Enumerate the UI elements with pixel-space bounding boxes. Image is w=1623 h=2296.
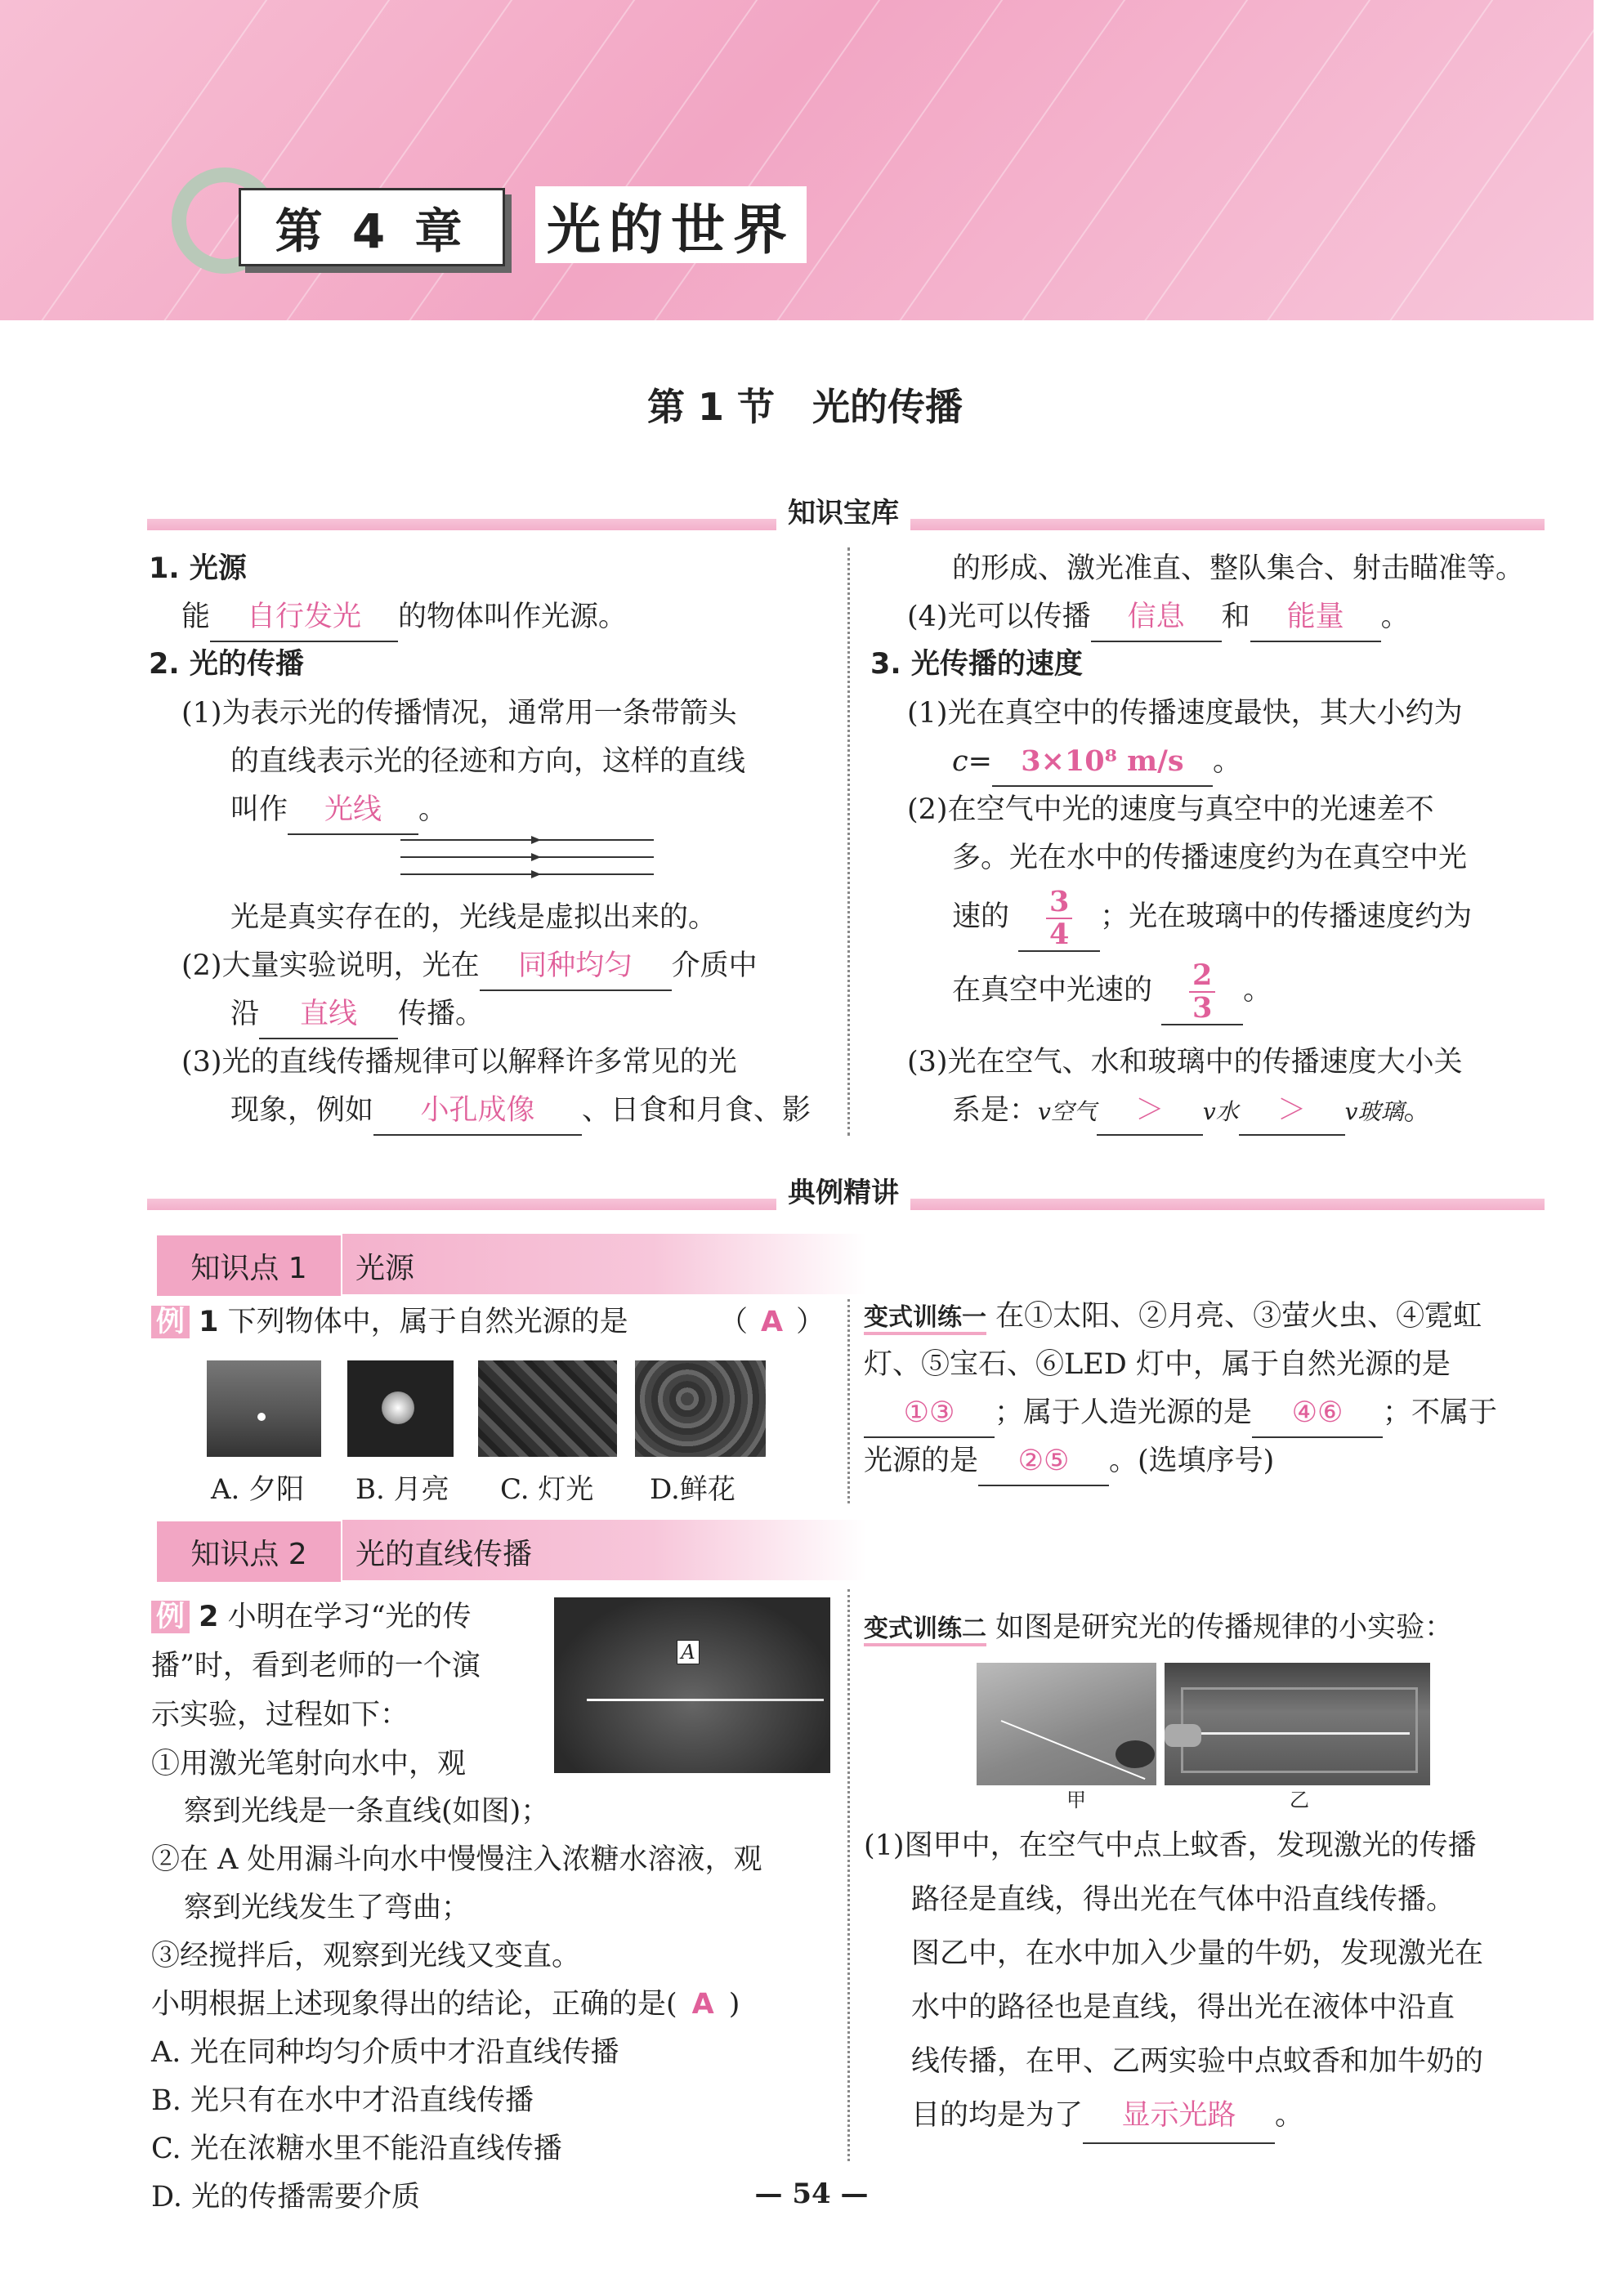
column-divider [847, 1589, 850, 2161]
p3-1b: c= 3×10⁸ m/s 。 [952, 738, 1241, 787]
ex2-option-d: D. 光的传播需要介质 [151, 2181, 421, 2213]
examples-header: 典例精讲 [776, 1170, 910, 1210]
sunset-photo [207, 1360, 321, 1457]
ex2-option-a: A. 光在同种均匀介质中才沿直线传播 [151, 2036, 619, 2069]
ex2-step1a: ①用激光笔射向水中，观 [151, 1748, 467, 1780]
p2-heading: 2. 光的传播 [149, 648, 304, 681]
answer-blank: ＞ [1097, 1087, 1203, 1136]
answer-blank: 信息 [1091, 593, 1222, 642]
chapter-title: 光的世界 [535, 186, 807, 263]
p1-heading: 1. 光源 [149, 552, 247, 585]
point-a-label: A [677, 1640, 700, 1664]
p3-2d: 在真空中光速的 $\frac{2}{3}$ 。 [952, 958, 1272, 1025]
ex2-step1b: 察到光线是一条直线(如图)； [184, 1795, 550, 1828]
train2-line-4: 水中的路径也是直线，得出光在液体中沿直 [911, 1991, 1455, 2024]
incense-photo [977, 1663, 1156, 1785]
p2-1c: 叫作 光线 。 [230, 786, 447, 835]
answer-blank: 光线 [288, 786, 418, 835]
ex1-answer: （ A ） [719, 1306, 825, 1338]
ex2-line-c: 示实验，过程如下： [151, 1699, 409, 1731]
kp1-title: 光源 [355, 1252, 415, 1285]
page-number: — 54 — [754, 2178, 869, 2210]
p2-2b: 沿 直线 传播。 [230, 990, 484, 1039]
ex1-option-b: B. 月亮 [355, 1473, 449, 1506]
lights-photo [478, 1360, 617, 1457]
kp2-title: 光的直线传播 [355, 1538, 533, 1571]
train1-line-b: 灯、⑤宝石、⑥LED 灯中，属于自然光源的是 [864, 1348, 1451, 1381]
ex2-option-c: C. 光在浓糖水里不能沿直线传播 [151, 2133, 562, 2165]
ex1-option-d: D.鲜花 [650, 1473, 735, 1506]
example-tag: 例 [151, 1601, 190, 1633]
p3-2c: 速的 $\frac{3}{4}$ ；光在玻璃中的传播速度约为 [952, 884, 1473, 951]
train1-line-a: 变式训练一 在①太阳、②月亮、③萤火虫、④霓虹 [864, 1293, 1482, 1342]
kp2-tag: 知识点 2 [155, 1520, 342, 1584]
p2-3c: 的形成、激光准直、整队集合、射击瞄准等。 [952, 552, 1525, 585]
p2-1b: 的直线表示光的径迹和方向，这样的直线 [230, 745, 746, 778]
p3-3b: 系是：v空气 ＞ v水 ＞ v玻璃。 [952, 1087, 1433, 1136]
chapter-label: 第 4 章 [239, 188, 505, 266]
ex1-option-c: C. 灯光 [500, 1473, 594, 1506]
p2-4: (4)光可以传播 信息 和 能量 。 [907, 593, 1410, 642]
flowers-photo [635, 1360, 766, 1457]
p1-line: 能 自行发光 的物体叫作光源。 [181, 593, 627, 642]
answer-blank: 小孔成像 [373, 1087, 582, 1136]
answer-blank: 显示光路 [1083, 2088, 1275, 2144]
answer-blank: 能量 [1250, 593, 1381, 642]
p2-note: 光是真实存在的，光线是虚拟出来的。 [230, 901, 718, 934]
train-tag: 变式训练二 [864, 1615, 986, 1646]
laser-water-photo [554, 1597, 830, 1773]
train2-line-2: 路径是直线，得出光在气体中沿直线传播。 [911, 1883, 1455, 1916]
ex2-question: 小明根据上述现象得出的结论，正确的是( A ) [151, 1988, 740, 2021]
ex2-option-b: B. 光只有在水中才沿直线传播 [151, 2084, 534, 2117]
answer-blank: 直线 [259, 990, 398, 1039]
answer-blank: ②⑤ [978, 1437, 1109, 1486]
train1-line-d: 光源的是 ②⑤ 。(选填序号) [864, 1437, 1274, 1486]
column-divider [847, 1299, 850, 1503]
answer-fraction: $\frac{3}{4}$ [1046, 887, 1072, 950]
answer-blank: ①③ [864, 1389, 995, 1438]
answer-fraction: $\frac{2}{3}$ [1189, 960, 1215, 1024]
p3-2a: (2)在空气中光的速度与真空中的光速差不 [907, 793, 1434, 826]
answer-blank: 同种均匀 [480, 942, 672, 991]
light-ray-arrows-diagram [400, 833, 658, 881]
milk-water-photo [1165, 1663, 1430, 1785]
ex1-option-a: A. 夕阳 [211, 1473, 305, 1506]
answer-blank: 自行发光 [210, 593, 398, 642]
p2-3a: (3)光的直线传播规律可以解释许多常见的光 [181, 1046, 737, 1079]
train2-intro: 变式训练二 如图是研究光的传播规律的小实验： [864, 1604, 1453, 1653]
knowledge-header: 知识宝库 [776, 490, 910, 530]
chapter-banner [0, 0, 1594, 320]
ex1-question: 例 1 下列物体中，属于自然光源的是 [151, 1298, 628, 1346]
p2-1a: (1)为表示光的传播情况，通常用一条带箭头 [181, 697, 737, 730]
train2-line-6: 目的均是为了 显示光路 。 [911, 2088, 1303, 2144]
p3-heading: 3. 光传播的速度 [870, 648, 1083, 681]
train-tag: 变式训练一 [864, 1303, 986, 1335]
photo-caption-jia: 甲 [1066, 1789, 1086, 1811]
section-title: 第 1 节 光的传播 [646, 385, 964, 429]
train2-line-1: (1)图甲中，在空气中点上蚊香，发现激光的传播 [864, 1829, 1477, 1862]
train2-line-3: 图乙中，在水中加入少量的牛奶，发现激光在 [911, 1937, 1484, 1970]
ex2-line-b: 播”时，看到老师的一个演 [151, 1650, 481, 1682]
p3-1a: (1)光在真空中的传播速度最快，其大小约为 [907, 697, 1463, 730]
example-tag: 例 [151, 1306, 190, 1338]
p2-2a: (2)大量实验说明，光在 同种均匀 介质中 [181, 942, 758, 991]
p3-3a: (3)光在空气、水和玻璃中的传播速度大小关 [907, 1046, 1463, 1079]
answer-blank: 3×10⁸ m/s [992, 738, 1213, 787]
answer-blank: ④⑥ [1252, 1389, 1383, 1438]
ex2-step2a: ②在 A 处用漏斗向水中慢慢注入浓糖水溶液，观 [151, 1843, 762, 1876]
photo-caption-yi: 乙 [1290, 1789, 1309, 1811]
kp1-tag: 知识点 1 [155, 1234, 342, 1298]
p3-2b: 多。光在水中的传播速度约为在真空中光 [952, 842, 1468, 874]
ex2-step3: ③经搅拌后，观察到光线又变直。 [151, 1940, 581, 1972]
ex2-line-a: 例 2 小明在学习“光的传 [151, 1593, 472, 1641]
ex2-step2b: 察到光线发生了弯曲； [184, 1892, 471, 1924]
train1-line-c: ①③ ；属于人造光源的是 ④⑥ ；不属于 [864, 1389, 1497, 1438]
moon-photo [347, 1360, 454, 1457]
column-divider [847, 547, 850, 1136]
p2-3b: 现象，例如 小孔成像 、日食和月食、影 [230, 1087, 811, 1136]
train2-line-5: 线传播，在甲、乙两实验中点蚊香和加牛奶的 [911, 2045, 1484, 2078]
answer-blank: ＞ [1239, 1087, 1345, 1136]
